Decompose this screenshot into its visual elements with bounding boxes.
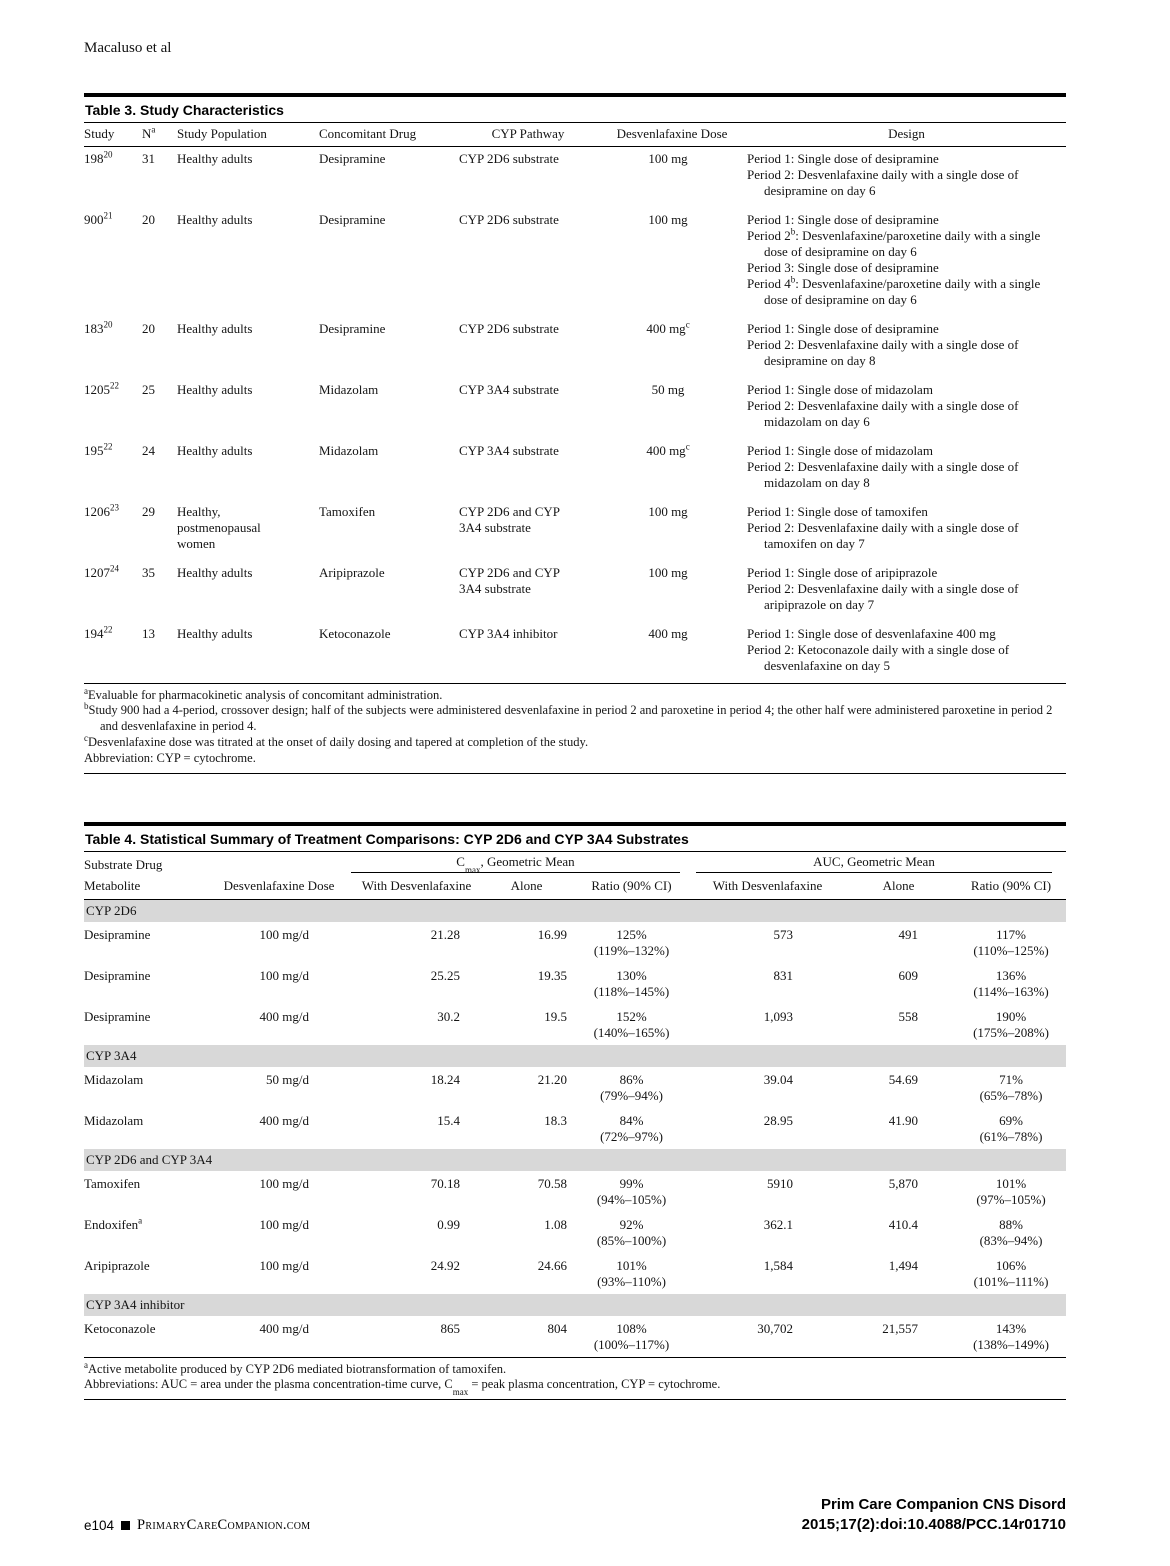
- cell-dose: 400 mg: [648, 625, 688, 641]
- cell-auc-with: 1,093: [763, 1008, 793, 1024]
- cell-cmax-ratio: 130% (118%–145%): [593, 967, 670, 999]
- running-head-author: Macaluso et al: [84, 40, 172, 56]
- section-header-row: CYP 3A4: [84, 1045, 1066, 1067]
- footnote: Abbreviations: AUC = area under the plasma concentration-time curve, $C_{max}$ = peak plasma concentration, CYP = cytochrome.: [84, 1377, 721, 1397]
- cell-design: [747, 439, 1066, 500]
- cell-drug: Ketoconazole: [319, 625, 391, 641]
- table3-footnotes: [84, 683, 1066, 774]
- table-row: [84, 500, 1066, 561]
- cell-cmax-alone: 16.99: [537, 926, 567, 942]
- cell-auc-alone: 410.4: [888, 1216, 918, 1232]
- cell-cmax-with: 30.2: [437, 1008, 460, 1024]
- auc-group-header: AUC, Geometric Mean: [694, 851, 1066, 875]
- cell-pathway: CYP 3A4 substrate: [459, 442, 559, 458]
- ref-superscript: 20: [103, 149, 113, 160]
- col-header-auc-with: With Desvenlafaxine: [694, 876, 841, 899]
- cell-design: [747, 317, 1066, 378]
- cell-auc-alone: 41.90: [888, 1112, 918, 1128]
- citation-doi: 2015;17(2):doi:10.4088/PCC.14r01710: [801, 1515, 1066, 1533]
- col-header-pathway: CYP Pathway: [459, 123, 597, 147]
- cell-dose: 100 mg: [648, 564, 688, 580]
- cell-study: $900^{21}$: [84, 210, 113, 227]
- cell-auc-with: 30,702: [757, 1320, 793, 1336]
- col-header-cmax-with: With Desvenlafaxine: [349, 876, 484, 899]
- col-header-cmax-alone: Alone: [484, 876, 569, 899]
- cell-n: 29: [142, 503, 155, 519]
- cell-cmax-alone: 70.58: [537, 1175, 567, 1191]
- cell-study: 1205$^{22}$: [84, 380, 119, 397]
- cell-auc-ratio: 136% (114%–163%): [973, 967, 1049, 999]
- ref-superscript: a: [151, 124, 156, 135]
- table3-block: [84, 93, 1066, 774]
- cell-population: Healthy adults: [177, 320, 253, 336]
- cell-cmax-ratio: 101% (93%–110%): [597, 1257, 666, 1289]
- cell-drug: Aripiprazole: [319, 564, 385, 580]
- col-header-metabolite: Metabolite: [84, 876, 209, 899]
- col-header-substrate-line1: Substrate Drug: [84, 856, 163, 872]
- cell-pathway: CYP 2D6 and CYP 3A4 substrate: [459, 503, 560, 535]
- cell-cmax-with: 21.28: [430, 926, 460, 942]
- ref-superscript: b: [790, 274, 796, 285]
- cell-design: [747, 500, 1066, 561]
- cell-cmax-with: 25.25: [430, 967, 460, 983]
- table-row: [84, 378, 1066, 439]
- cell-dose: 400 $mg^c$: [646, 319, 690, 336]
- cell-cmax-with: 70.18: [430, 1175, 460, 1191]
- cell-substrate: Desipramine: [84, 926, 151, 942]
- cell-substrate: Desipramine: [84, 967, 151, 983]
- cell-population: Healthy, postmenopausal women: [177, 503, 261, 551]
- table-row: [84, 1171, 1066, 1212]
- cell-dose: 50 mg: [651, 381, 685, 397]
- cell-pathway: CYP 3A4 substrate: [459, 381, 559, 397]
- design-period-line: Period 1: Single dose of desvenlafaxine 400 mg: [747, 625, 996, 641]
- footnote-marker: a: [84, 685, 88, 696]
- cell-study: $195^{22}$: [84, 441, 113, 458]
- cell-design: [747, 561, 1066, 622]
- cell-drug: Desipramine: [319, 211, 386, 227]
- cell-study: $194^{22}$: [84, 624, 113, 641]
- cell-auc-alone: 491: [898, 926, 918, 942]
- design-period-line: Period 2: Ketoconazole daily with a single dose of desvenlafaxine on day 5: [747, 641, 1010, 673]
- table-row: [84, 1004, 1066, 1045]
- ref-superscript: c: [685, 441, 690, 452]
- journal-website: PrimaryCareCompanion.com: [137, 1517, 311, 1533]
- cell-population: Healthy adults: [177, 442, 253, 458]
- cell-cmax-alone: 1.08: [544, 1216, 567, 1232]
- ref-superscript: 20: [103, 319, 113, 330]
- cell-cmax-alone: 804: [547, 1320, 567, 1336]
- ref-superscript: 24: [110, 563, 119, 574]
- cell-dose: 100 mg/d: [259, 926, 309, 942]
- cell-population: Healthy adults: [177, 150, 253, 166]
- cell-substrate: Midazolam: [84, 1071, 144, 1087]
- design-period-line: Period 1: Single dose of tamoxifen: [747, 503, 928, 519]
- cell-auc-alone: 1,494: [888, 1257, 918, 1273]
- cmax-group-header: $C_{max}$, Geometric Mean: [349, 851, 694, 875]
- cell-dose: 100 mg/d: [259, 1175, 309, 1191]
- cell-auc-with: 362.1: [763, 1216, 793, 1232]
- cell-population: Healthy adults: [177, 381, 253, 397]
- cell-pathway: CYP 2D6 substrate: [459, 320, 559, 336]
- cell-dose: 100 mg: [648, 150, 688, 166]
- cell-auc-with: 573: [773, 926, 793, 942]
- col-header-population: Study Population: [177, 123, 319, 147]
- cell-study: 1207$^{24}$: [84, 563, 119, 580]
- col-header-cmax-ratio: Ratio (90% CI): [569, 876, 694, 899]
- cell-dose: 100 mg/d: [259, 1216, 309, 1232]
- table-row: [84, 146, 1066, 207]
- cell-cmax-alone: 19.35: [537, 967, 567, 983]
- cell-cmax-with: 865: [440, 1320, 460, 1336]
- cell-substrate: Aripiprazole: [84, 1257, 150, 1273]
- cell-cmax-ratio: 84% (72%–97%): [600, 1112, 663, 1144]
- square-bullet-icon: [121, 1521, 130, 1530]
- cell-n: 31: [142, 150, 155, 166]
- footnote: Abbreviation: CYP = cytochrome.: [84, 751, 256, 766]
- design-period-line: Period 2$^b$: Desvenlafaxine/paroxetine daily with a single dose of desipramine on day 6: [747, 226, 1041, 259]
- cell-cmax-with: 0.99: [437, 1216, 460, 1232]
- table3-header-row: [84, 123, 1066, 147]
- col-header-dose: Desvenlafaxine Dose: [209, 876, 349, 899]
- table4-col-header-row: [84, 876, 1066, 899]
- table-row: [84, 1212, 1066, 1253]
- cell-n: 24: [142, 442, 155, 458]
- cell-drug: Desipramine: [319, 320, 386, 336]
- subscript-max: max: [464, 864, 481, 875]
- ref-superscript: 22: [103, 441, 113, 452]
- table-row: [84, 439, 1066, 500]
- cell-cmax-alone: 24.66: [537, 1257, 567, 1273]
- footnote: $^a$Evaluable for pharmacokinetic analysis of concomitant administration.: [84, 685, 443, 702]
- cell-drug: Midazolam: [319, 442, 379, 458]
- ref-superscript: a: [138, 1215, 143, 1226]
- cell-auc-with: 28.95: [763, 1112, 793, 1128]
- cell-substrate: Tamoxifen: [84, 1175, 141, 1191]
- page-content: [84, 0, 1066, 1400]
- section-header-row: CYP 2D6 and CYP 3A4: [84, 1149, 1066, 1171]
- design-period-line: Period 2: Desvenlafaxine daily with a single dose of midazolam on day 6: [747, 397, 1019, 429]
- design-period-line: Period 4$^b$: Desvenlafaxine/paroxetine daily with a single dose of desipramine on day 6: [747, 274, 1041, 307]
- col-header-study: Study: [84, 123, 142, 147]
- cell-population: Healthy adults: [177, 211, 253, 227]
- cell-n: 20: [142, 320, 155, 336]
- col-header-n: $N^a$: [142, 123, 177, 147]
- cell-auc-ratio: 190% (175%–208%): [973, 1008, 1049, 1040]
- table4-block: [84, 822, 1066, 1400]
- footnote: $^c$Desvenlafaxine dose was titrated at the onset of daily dosing and tapered at completion of the study.: [84, 733, 589, 750]
- cell-auc-with: 5910: [767, 1175, 793, 1191]
- cell-n: 25: [142, 381, 155, 397]
- cell-pathway: CYP 2D6 and CYP 3A4 substrate: [459, 564, 560, 596]
- cell-dose: 100 mg: [648, 503, 688, 519]
- cell-drug: Desipramine: [319, 150, 386, 166]
- table-row: [84, 1067, 1066, 1108]
- cell-substrate: Ketoconazole: [84, 1320, 156, 1336]
- table-row: [84, 963, 1066, 1004]
- cell-design: [747, 208, 1066, 317]
- table-row: [84, 1253, 1066, 1294]
- cell-dose: 100 mg: [648, 211, 688, 227]
- cell-auc-ratio: 69% (61%–78%): [979, 1112, 1043, 1144]
- col-header-drug: Concomitant Drug: [319, 123, 459, 147]
- footer-left: [84, 1517, 311, 1534]
- cell-auc-alone: 5,870: [888, 1175, 918, 1191]
- cell-auc-ratio: 106% (101%–111%): [973, 1257, 1049, 1289]
- cell-study: $183^{20}$: [84, 319, 113, 336]
- cell-auc-ratio: 117% (110%–125%): [973, 926, 1049, 958]
- header-spacer: [209, 851, 349, 875]
- footnote-marker: c: [84, 733, 88, 744]
- cell-cmax-with: 15.4: [437, 1112, 460, 1128]
- cell-pathway: CYP 2D6 substrate: [459, 150, 559, 166]
- cell-auc-ratio: 143% (138%–149%): [973, 1320, 1049, 1352]
- table3-title: Table 3. Study Characteristics: [85, 102, 284, 118]
- cell-drug: Tamoxifen: [319, 503, 376, 519]
- cell-cmax-ratio: 99% (94%–105%): [596, 1175, 667, 1207]
- design-period-line: Period 1: Single dose of desipramine: [747, 211, 939, 227]
- cell-n: 35: [142, 564, 155, 580]
- cell-cmax-ratio: 125% (119%–132%): [593, 926, 670, 958]
- cell-substrate: Desipramine: [84, 1008, 151, 1024]
- cell-cmax-ratio: 152% (140%–165%): [593, 1008, 670, 1040]
- cell-pathway: CYP 2D6 substrate: [459, 211, 559, 227]
- design-period-line: Period 2: Desvenlafaxine daily with a single dose of midazolam on day 8: [747, 458, 1019, 490]
- cell-design: [747, 146, 1066, 207]
- table4-group-header-row: [84, 851, 1066, 875]
- table4-title: Table 4. Statistical Summary of Treatment Comparisons: CYP 2D6 and CYP 3A4 Substrates: [85, 830, 689, 847]
- cell-auc-ratio: 71% (65%–78%): [979, 1071, 1043, 1103]
- table4: [84, 851, 1066, 1357]
- cell-cmax-alone: 19.5: [544, 1008, 567, 1024]
- footnote-marker: b: [84, 701, 89, 712]
- cell-dose: 400 mg/d: [259, 1008, 309, 1024]
- cell-cmax-alone: 18.3: [544, 1112, 567, 1128]
- ref-superscript: 21: [103, 210, 113, 221]
- cell-auc-ratio: 101% (97%–105%): [976, 1175, 1046, 1207]
- design-period-line: Period 1: Single dose of aripiprazole: [747, 564, 938, 580]
- table-row: [84, 561, 1066, 622]
- cell-auc-with: 831: [773, 967, 793, 983]
- footnote: $^b$Study 900 had a 4-period, crossover design; half of the subjects were administered desvenlafaxine in period 2 and paroxetine in period 4; the other half were administered paroxetine in period 2 and desvenlafaxine in period 4.: [84, 701, 1053, 734]
- cell-dose: 100 mg/d: [259, 967, 309, 983]
- cell-cmax-alone: 21.20: [537, 1071, 567, 1087]
- table-row: [84, 317, 1066, 378]
- cell-design: [747, 622, 1066, 683]
- col-header-auc-alone: Alone: [841, 876, 956, 899]
- col-header-design: Design: [747, 123, 1066, 147]
- ref-superscript: 22: [103, 624, 113, 635]
- cell-auc-alone: 54.69: [888, 1071, 918, 1087]
- table-row: [84, 208, 1066, 317]
- design-period-line: Period 2: Desvenlafaxine daily with a single dose of aripiprazole on day 7: [747, 580, 1019, 612]
- cell-substrate: Endoxifen$^a$: [84, 1215, 143, 1232]
- cell-cmax-ratio: 108% (100%–117%): [593, 1320, 670, 1352]
- cell-auc-alone: 609: [898, 967, 918, 983]
- col-header-dose: Desvenlafaxine Dose: [597, 123, 747, 147]
- footer-right: [802, 1495, 1066, 1534]
- cell-dose: 400 mg/d: [259, 1320, 309, 1336]
- table4-footnotes: [84, 1357, 1066, 1401]
- cell-dose: 400 $mg^c$: [646, 441, 690, 458]
- cell-auc-ratio: 88% (83%–94%): [979, 1216, 1043, 1248]
- design-period-line: Period 1: Single dose of desipramine: [747, 150, 939, 166]
- design-period-line: Period 1: Single dose of midazolam: [747, 442, 933, 458]
- design-period-line: Period 3: Single dose of desipramine: [747, 259, 939, 275]
- cell-drug: Midazolam: [319, 381, 379, 397]
- cell-study: 1206$^{23}$: [84, 502, 119, 519]
- ref-superscript: c: [685, 319, 690, 330]
- cell-population: Healthy adults: [177, 564, 253, 580]
- design-period-line: Period 1: Single dose of desipramine: [747, 320, 939, 336]
- subscript-max: max: [452, 1386, 469, 1397]
- cell-auc-alone: 558: [898, 1008, 918, 1024]
- table-row: [84, 1316, 1066, 1357]
- cell-cmax-with: 24.92: [430, 1257, 460, 1273]
- cell-cmax-ratio: 92% (85%–100%): [596, 1216, 667, 1248]
- cell-auc-with: 1,584: [763, 1257, 793, 1273]
- cell-dose: 50 mg/d: [266, 1071, 309, 1087]
- cell-dose: 400 mg/d: [259, 1112, 309, 1128]
- cell-auc-with: 39.04: [763, 1071, 793, 1087]
- cell-dose: 100 mg/d: [259, 1257, 309, 1273]
- page-footer: [84, 1495, 1066, 1534]
- journal-name: Prim Care Companion CNS Disord: [820, 1496, 1066, 1513]
- cell-auc-alone: 21,557: [882, 1320, 918, 1336]
- footnote: $^a$Active metabolite produced by CYP 2D6 mediated biotransformation of tamoxifen.: [84, 1359, 507, 1376]
- cell-cmax-with: 18.24: [430, 1071, 460, 1087]
- ref-superscript: b: [790, 226, 796, 237]
- design-period-line: Period 1: Single dose of midazolam: [747, 381, 933, 397]
- cell-n: 13: [142, 625, 155, 641]
- footnote-marker: a: [84, 1359, 88, 1370]
- page-number: e104: [84, 1518, 115, 1533]
- table-row: [84, 922, 1066, 963]
- design-period-line: Period 2: Desvenlafaxine daily with a single dose of desipramine on day 8: [747, 336, 1019, 368]
- cell-substrate: Midazolam: [84, 1112, 144, 1128]
- cell-design: [747, 378, 1066, 439]
- table-row: [84, 622, 1066, 683]
- cell-n: 20: [142, 211, 155, 227]
- design-period-line: Period 2: Desvenlafaxine daily with a single dose of desipramine on day 6: [747, 166, 1019, 198]
- cell-study: $198^{20}$: [84, 149, 113, 166]
- table-row: [84, 1108, 1066, 1149]
- col-header-auc-ratio: Ratio (90% CI): [956, 876, 1066, 899]
- design-period-line: Period 2: Desvenlafaxine daily with a single dose of tamoxifen on day 7: [747, 519, 1019, 551]
- section-header-row: CYP 2D6: [84, 899, 1066, 921]
- ref-superscript: 22: [110, 380, 119, 391]
- cell-cmax-ratio: 86% (79%–94%): [600, 1071, 663, 1103]
- table3: [84, 122, 1066, 683]
- ref-superscript: 23: [110, 502, 119, 513]
- cell-population: Healthy adults: [177, 625, 253, 641]
- cell-pathway: CYP 3A4 inhibitor: [459, 625, 558, 641]
- section-header-row: CYP 3A4 inhibitor: [84, 1294, 1066, 1316]
